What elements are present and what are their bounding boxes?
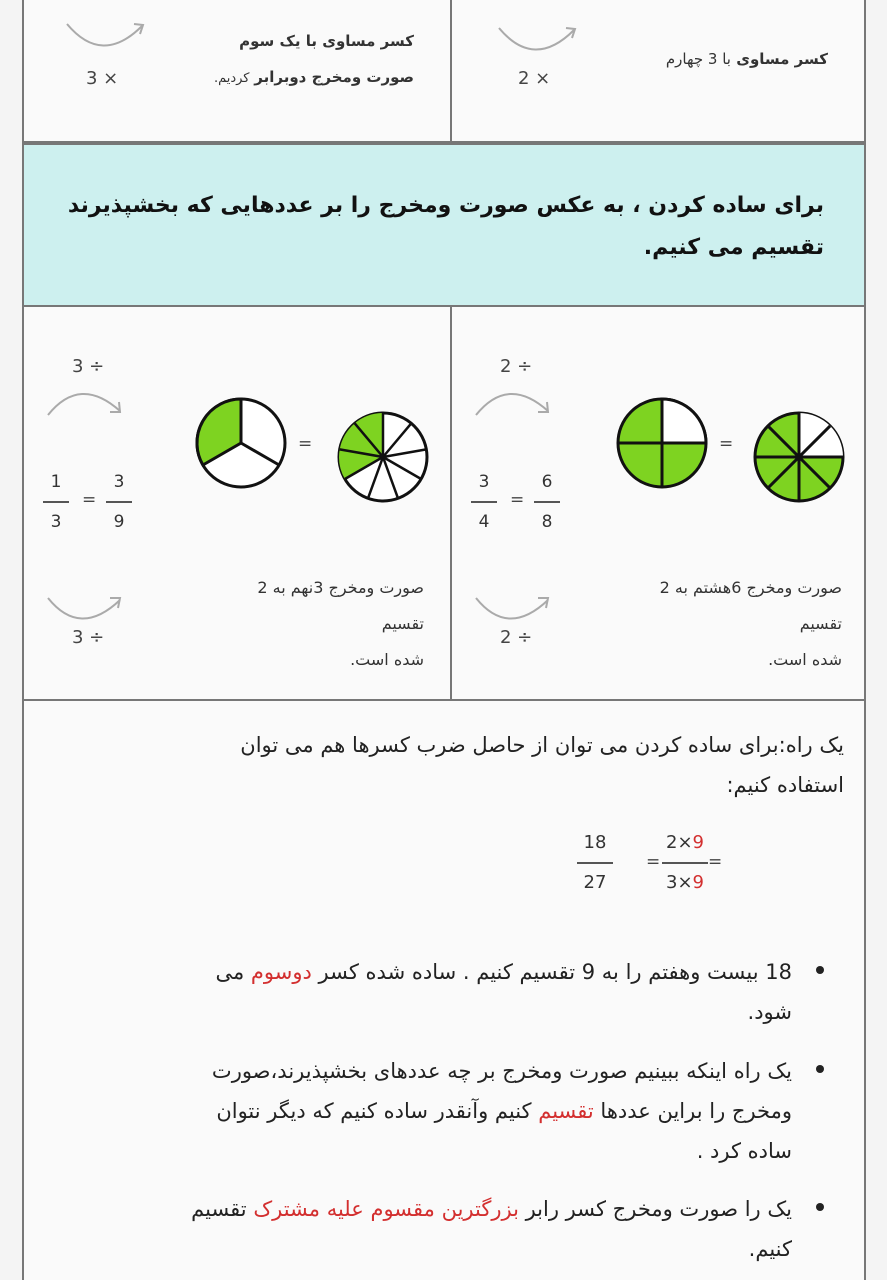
top-left-text: صورت ومخرج دوبرابر کردیم. xyxy=(213,68,414,86)
left-frac-right: 3 9 xyxy=(104,469,134,535)
info-banner xyxy=(24,145,864,305)
bullet-icon xyxy=(816,1065,824,1073)
list-item: یک راه اینکه ببینیم صورت ومخرج بر چه عددهای بخشپذیرند،صورت ومخرج را براین عددها تقسیم کنیم وآنقدر ساده کنیم که دیگر نتوان ساده کرد . xyxy=(44,1051,792,1171)
pie-chart-icon xyxy=(615,396,709,490)
top-right-operator: 2 × xyxy=(518,68,551,89)
curved-arrow-icon xyxy=(494,20,584,60)
left-frac-left: 1 3 xyxy=(41,469,71,535)
curved-arrow-icon xyxy=(44,592,128,628)
bullet-icon xyxy=(816,1203,824,1211)
right-frac-right: 6 8 xyxy=(532,469,562,535)
bullet-icon xyxy=(816,966,824,974)
left-frac-equals: = xyxy=(82,490,97,510)
right-frac-left: 3 4 xyxy=(469,469,499,535)
right-pie-equals: = xyxy=(719,434,734,454)
top-left-title: کسر مساوی با یک سوم xyxy=(239,32,414,50)
curved-arrow-icon xyxy=(472,385,556,421)
left-pie-equals: = xyxy=(298,434,313,454)
pie-chart-icon xyxy=(336,410,430,504)
examples-bottom-border xyxy=(24,699,864,701)
examples-divider xyxy=(450,307,452,701)
top-cell-divider xyxy=(450,0,452,143)
method-frac-a: 18 27 xyxy=(575,830,615,896)
pie-chart-icon xyxy=(194,396,288,490)
method-equals-1: = xyxy=(646,852,661,872)
list-item: یک را صورت ومخرج کسر رابر بزرگترین مقسوم علیه مشترک تقسیم کنیم. xyxy=(44,1189,792,1269)
top-right-title: کسر مساوی با 3 چهارم xyxy=(665,50,828,68)
right-top-operator: 2 ÷ xyxy=(500,356,533,377)
banner-bottom-border xyxy=(24,305,864,307)
curved-arrow-icon xyxy=(62,16,152,56)
method-text: یک راه:برای ساده کردن می توان از حاصل ضرب کسرها هم می توان استفاده کنیم: xyxy=(240,733,844,797)
curved-arrow-icon xyxy=(44,385,128,421)
right-description: صورت ومخرج 6هشتم به 2 تقسیم شده است. xyxy=(659,578,842,669)
banner-text: برای ساده کردن ، به عکس صورت ومخرج را بر عددهایی که بخشپذیرند تقسیم می کنیم. xyxy=(67,193,824,260)
method-equals-2: = xyxy=(708,852,723,872)
curved-arrow-icon xyxy=(472,592,556,628)
left-description: صورت ومخرج 3نهم به 2 تقسیم شده است. xyxy=(257,578,424,669)
right-bottom-operator: 2 ÷ xyxy=(500,627,533,648)
left-top-operator: 3 ÷ xyxy=(72,356,105,377)
pie-chart-icon xyxy=(752,410,846,504)
top-left-operator: 3 × xyxy=(86,68,119,89)
right-frac-equals: = xyxy=(510,490,525,510)
list-item: 18 بیست وهفتم را به 9 تقسیم کنیم . ساده شده کسر دوسوم می شود. xyxy=(44,952,792,1032)
method-frac-b: 2×9 3×9 xyxy=(660,830,710,896)
left-bottom-operator: 3 ÷ xyxy=(72,627,105,648)
banner-top-border xyxy=(24,143,864,145)
document-page xyxy=(22,0,866,1280)
